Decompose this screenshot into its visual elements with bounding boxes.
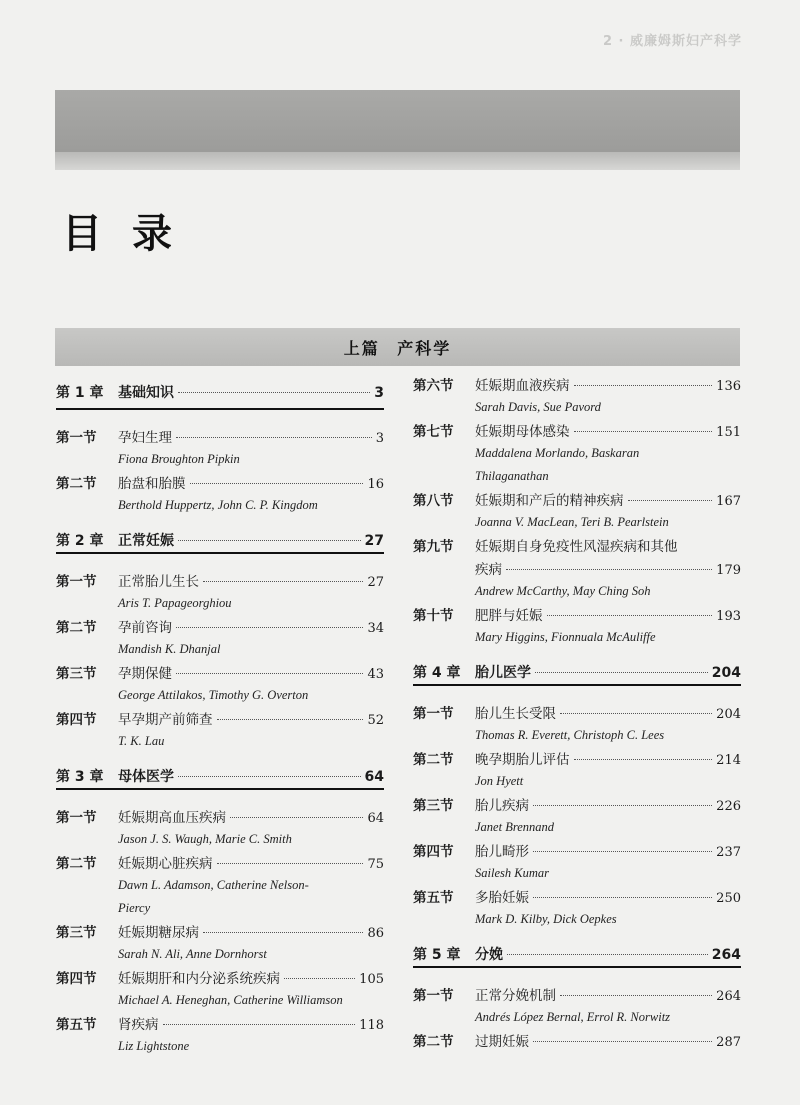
section-authors: Sarah Davis, Sue Pavord	[475, 400, 601, 414]
section-number: 第三节	[413, 798, 454, 814]
dot-leader	[507, 954, 708, 955]
section-title: 孕前咨询	[118, 620, 172, 636]
section-page-number: 226	[716, 799, 741, 814]
toc-chapter-entry[interactable]	[56, 754, 384, 790]
section-number: 第一节	[413, 706, 454, 722]
section-number: 第二节	[413, 1034, 454, 1050]
toc-section-entry[interactable]	[413, 702, 741, 725]
chapter-title: 基础知识	[118, 385, 174, 401]
toc-chapter-entry[interactable]	[56, 518, 384, 554]
section-authors: Andrew McCarthy, May Ching Soh	[475, 584, 651, 598]
section-page-number: 237	[716, 845, 741, 860]
chapter-number: 第 1 章	[56, 385, 104, 401]
dot-leader	[178, 776, 361, 777]
section-authors: Mary Higgins, Fionnuala McAuliffe	[475, 630, 656, 644]
toc-section-entry[interactable]	[56, 852, 384, 875]
section-page-number: 27	[367, 575, 384, 590]
toc-section-entry[interactable]	[413, 840, 741, 863]
dot-leader	[217, 863, 364, 864]
section-page-number: 250	[716, 891, 741, 906]
section-authors: Mark D. Kilby, Dick Oepkes	[475, 912, 617, 926]
header-band	[55, 90, 740, 152]
section-title: 正常胎儿生长	[118, 574, 199, 590]
section-title: 妊娠期糖尿病	[118, 925, 199, 941]
chapter-page-number: 64	[364, 769, 384, 785]
chapter-number: 第 4 章	[413, 665, 461, 681]
section-title: 肥胖与妊娠	[475, 608, 543, 624]
header-band-shadow	[55, 152, 740, 170]
section-authors: Jason J. S. Waugh, Marie C. Smith	[118, 832, 292, 846]
chapter-page-number: 27	[364, 533, 384, 549]
section-page-number: 75	[367, 857, 384, 872]
running-header: 2 · 威廉姆斯妇产科学	[602, 34, 742, 49]
section-authors: Jon Hyett	[475, 774, 524, 788]
section-page-number: 167	[716, 494, 741, 509]
section-authors: Aris T. Papageorghiou	[118, 596, 232, 610]
section-number: 第三节	[56, 925, 97, 941]
section-page-number: 43	[367, 667, 384, 682]
dot-leader	[574, 759, 713, 760]
section-number: 第三节	[56, 666, 97, 682]
section-number: 第四节	[413, 844, 454, 860]
section-page-number: 118	[359, 1018, 384, 1033]
section-page-number: 179	[716, 563, 741, 578]
section-number: 第六节	[413, 378, 454, 394]
section-authors: Piercy	[118, 901, 151, 915]
section-number: 第一节	[413, 988, 454, 1004]
toc-section-entry[interactable]	[56, 967, 384, 990]
section-authors: Thilaganathan	[475, 469, 549, 483]
dot-leader	[230, 817, 363, 818]
toc-section-entry[interactable]	[56, 570, 384, 593]
section-number: 第十节	[413, 608, 454, 624]
section-authors: Joanna V. MacLean, Teri B. Pearlstein	[475, 515, 669, 529]
dot-leader	[217, 719, 364, 720]
section-title: 早孕期产前筛查	[118, 712, 213, 728]
dot-leader	[574, 385, 713, 386]
dot-leader	[628, 500, 713, 501]
dot-leader	[176, 437, 372, 438]
part-band	[55, 328, 740, 366]
section-number: 第五节	[413, 890, 454, 906]
toc-section-entry[interactable]	[56, 472, 384, 495]
chapter-page-number: 264	[711, 947, 741, 963]
toc-section-entry[interactable]	[56, 662, 384, 685]
dot-leader	[178, 540, 361, 541]
chapter-page-number: 204	[711, 665, 741, 681]
toc-chapter-entry[interactable]	[413, 650, 741, 686]
dot-leader	[574, 431, 713, 432]
chapter-title: 胎儿医学	[475, 665, 531, 681]
section-title: 胎儿生长受限	[475, 706, 556, 722]
section-authors: Michael A. Heneghan, Catherine Williamson	[118, 993, 343, 1007]
section-title: 妊娠期和产后的精神疾病	[475, 493, 624, 509]
section-authors: Sailesh Kumar	[475, 866, 549, 880]
toc-chapter-entry[interactable]	[56, 374, 384, 410]
section-title-continued: 疾病	[475, 562, 502, 578]
section-title: 多胎妊娠	[475, 890, 529, 906]
section-authors: Berthold Huppertz, John C. P. Kingdom	[118, 498, 318, 512]
dot-leader	[533, 897, 712, 898]
dot-leader	[178, 392, 370, 393]
chapter-title: 正常妊娠	[118, 533, 174, 549]
section-authors: Dawn L. Adamson, Catherine Nelson-	[118, 878, 309, 892]
toc-section-entry[interactable]	[56, 1013, 384, 1036]
section-title: 孕妇生理	[118, 430, 172, 446]
section-number: 第一节	[56, 574, 97, 590]
section-page-number: 105	[359, 972, 384, 987]
section-title: 正常分娩机制	[475, 988, 556, 1004]
section-number: 第九节	[413, 539, 454, 555]
dot-leader	[547, 615, 713, 616]
dot-leader	[533, 805, 712, 806]
dot-leader	[535, 672, 708, 673]
section-page-number: 86	[367, 926, 384, 941]
section-page-number: 204	[716, 707, 741, 722]
toc-section-entry[interactable]	[56, 616, 384, 639]
section-page-number: 136	[716, 379, 741, 394]
section-number: 第四节	[56, 971, 97, 987]
toc-section-entry[interactable]	[413, 984, 741, 1007]
section-authors: George Attilakos, Timothy G. Overton	[118, 688, 309, 702]
section-title: 胎盘和胎膜	[118, 476, 186, 492]
section-authors: Andrés López Bernal, Errol R. Norwitz	[475, 1010, 671, 1024]
toc-section-entry[interactable]	[413, 794, 741, 817]
section-page-number: 193	[716, 609, 741, 624]
dot-leader	[203, 932, 363, 933]
chapter-title: 母体医学	[118, 769, 174, 785]
dot-leader	[560, 995, 712, 996]
section-page-number: 16	[367, 477, 384, 492]
dot-leader	[284, 978, 355, 979]
toc-section-entry[interactable]	[413, 604, 741, 627]
section-number: 第四节	[56, 712, 97, 728]
section-page-number: 3	[375, 431, 384, 446]
section-number: 第一节	[56, 810, 97, 826]
toc-section-entry[interactable]	[413, 748, 741, 771]
section-authors: Maddalena Morlando, Baskaran	[475, 446, 640, 460]
section-title: 妊娠期血液疾病	[475, 378, 570, 394]
section-title: 过期妊娠	[475, 1034, 529, 1050]
section-authors: Liz Lightstone	[118, 1039, 190, 1053]
section-page-number: 34	[367, 621, 384, 636]
chapter-number: 第 5 章	[413, 947, 461, 963]
section-authors: Janet Brennand	[475, 820, 555, 834]
section-title: 妊娠期肝和内分泌系统疾病	[118, 971, 280, 987]
section-title: 孕期保健	[118, 666, 172, 682]
toc-section-entry[interactable]	[413, 420, 741, 443]
section-authors: T. K. Lau	[118, 734, 165, 748]
section-title: 胎儿疾病	[475, 798, 529, 814]
chapter-title: 分娩	[475, 947, 503, 963]
section-authors: Thomas R. Everett, Christoph C. Lees	[475, 728, 665, 742]
section-authors: Mandish K. Dhanjal	[118, 642, 221, 656]
section-title: 晚孕期胎儿评估	[475, 752, 570, 768]
dot-leader	[560, 713, 712, 714]
section-page-number: 214	[716, 753, 741, 768]
section-number: 第二节	[56, 476, 97, 492]
toc-section-entry[interactable]	[56, 426, 384, 449]
page-title: 目录	[62, 211, 202, 257]
section-number: 第八节	[413, 493, 454, 509]
section-number: 第二节	[56, 856, 97, 872]
dot-leader	[533, 1041, 712, 1042]
section-title: 妊娠期母体感染	[475, 424, 570, 440]
section-number: 第二节	[56, 620, 97, 636]
chapter-number: 第 2 章	[56, 533, 104, 549]
chapter-number: 第 3 章	[56, 769, 104, 785]
toc-right-column	[413, 374, 741, 1053]
dot-leader	[203, 581, 363, 582]
section-title: 胎儿畸形	[475, 844, 529, 860]
section-authors: Sarah N. Ali, Anne Dornhorst	[118, 947, 267, 961]
section-authors: Fiona Broughton Pipkin	[118, 452, 240, 466]
dot-leader	[163, 1024, 356, 1025]
section-title: 妊娠期心脏疾病	[118, 856, 213, 872]
section-page-number: 264	[716, 989, 741, 1004]
section-page-number: 64	[367, 811, 384, 826]
section-number: 第五节	[56, 1017, 97, 1033]
section-title: 妊娠期高血压疾病	[118, 810, 226, 826]
toc-section-entry[interactable]	[56, 806, 384, 829]
section-number: 第一节	[56, 430, 97, 446]
toc-chapter-entry[interactable]	[413, 932, 741, 968]
dot-leader	[506, 569, 712, 570]
toc-left-column	[56, 374, 384, 1059]
chapter-page-number: 3	[374, 385, 384, 401]
part-title: 上篇 产科学	[343, 338, 452, 358]
section-page-number: 151	[716, 425, 741, 440]
toc-section-entry[interactable]	[56, 708, 384, 731]
section-title: 肾疾病	[118, 1017, 159, 1033]
toc-section-entry[interactable]	[413, 886, 741, 909]
toc-section-entry[interactable]	[413, 489, 741, 512]
section-page-number: 287	[716, 1035, 741, 1050]
section-title: 妊娠期自身免疫性风湿疾病和其他	[475, 539, 678, 555]
toc-section-entry[interactable]	[413, 535, 741, 558]
dot-leader	[176, 673, 363, 674]
toc-section-entry[interactable]	[413, 1030, 741, 1053]
toc-section-entry[interactable]	[56, 921, 384, 944]
toc-section-continuation	[413, 558, 741, 581]
section-page-number: 52	[367, 713, 384, 728]
section-number: 第七节	[413, 424, 454, 440]
section-number: 第二节	[413, 752, 454, 768]
toc-section-entry[interactable]	[413, 374, 741, 397]
dot-leader	[176, 627, 363, 628]
dot-leader	[533, 851, 712, 852]
dot-leader	[190, 483, 364, 484]
